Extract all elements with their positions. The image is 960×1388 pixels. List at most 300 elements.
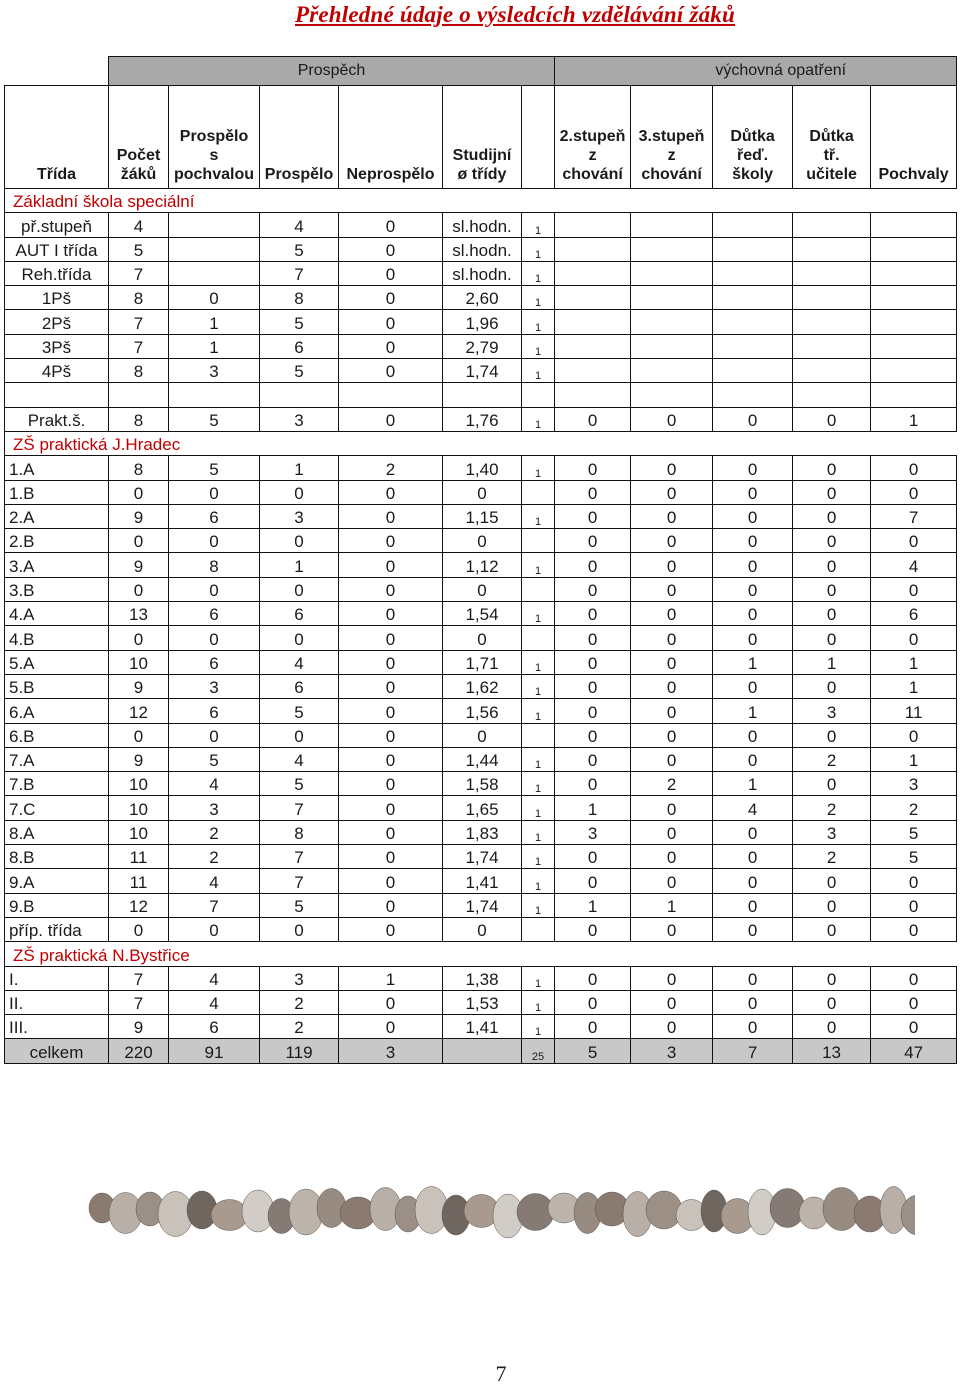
table-cell: 0 [793,456,871,480]
table-cell: 5 [260,359,339,383]
table-cell: 3 [260,966,339,990]
table-cell: 1 [522,650,555,674]
table-cell: 9 [109,504,169,528]
table-cell: 1,41 [443,869,522,893]
table-cell: 0 [793,577,871,601]
table-cell: 0 [555,577,631,601]
header-line: chování [641,166,702,183]
table-cell: 0 [631,529,713,553]
table-cell: 0 [339,796,443,820]
table-cell: 3 [169,796,260,820]
table-cell: 1 [522,359,555,383]
table-cell: 0 [631,869,713,893]
table-cell: 4 [260,213,339,237]
table-cell: 1 [522,966,555,990]
col-header-stupen3 [631,86,713,189]
table-cell: 0 [871,456,957,480]
table-row [5,456,957,480]
table-cell: 0 [631,990,713,1014]
column-header-row [5,86,957,189]
table-cell: 8 [260,820,339,844]
table-cell: 0 [555,990,631,1014]
table-cell [169,261,260,285]
table-cell: 5 [109,237,169,261]
table-row [5,213,957,237]
table-cell: 0 [871,990,957,1014]
table-cell [631,383,713,407]
table-row [5,480,957,504]
table-cell: 12 [109,893,169,917]
table-cell: sl.hodn. [443,213,522,237]
table-cell: 0 [109,529,169,553]
table-cell: 0 [339,529,443,553]
table-cell: 8 [109,456,169,480]
table-cell: 0 [793,966,871,990]
table-cell: 0 [339,990,443,1014]
table-cell [631,213,713,237]
table-row [5,504,957,528]
table-cell: 0 [631,699,713,723]
row-label: 4Pš [5,359,109,383]
table-cell [522,480,555,504]
table-cell: 0 [793,869,871,893]
table-cell [522,917,555,941]
table-cell: 0 [339,626,443,650]
table-cell: 1 [260,456,339,480]
table-row [5,261,957,285]
row-label: 1.B [5,480,109,504]
table-cell [793,383,871,407]
table-cell: 0 [260,626,339,650]
table-cell: 1 [522,407,555,431]
table-cell: 10 [109,772,169,796]
table-cell: 1 [260,553,339,577]
header-line: žáků [120,166,157,183]
table-cell: 7 [169,893,260,917]
table-cell: 4 [109,213,169,237]
table-cell: 0 [713,553,793,577]
table-cell: 0 [555,966,631,990]
table-cell: 0 [713,626,793,650]
table-cell: 1 [522,747,555,771]
table-cell: 7 [109,261,169,285]
table-cell [169,383,260,407]
header-line: 3.stupeň [638,128,705,145]
table-cell: 4 [169,869,260,893]
table-cell: 0 [631,577,713,601]
row-label: 8.B [5,845,109,869]
table-cell: 0 [713,529,793,553]
table-cell: 3 [793,820,871,844]
table-cell: 6 [260,602,339,626]
table-cell: 11 [109,845,169,869]
table-cell: 11 [871,699,957,723]
row-label: 6.A [5,699,109,723]
header-line: Prospělo [179,128,249,145]
table-cell: 0 [793,602,871,626]
table-cell [555,310,631,334]
table-cell: 0 [339,286,443,310]
table-cell: 0 [793,504,871,528]
col-header-pocet [109,86,169,189]
table-cell: 1 [522,990,555,1014]
table-cell: 5 [169,747,260,771]
table-cell: 0 [555,674,631,698]
table-cell: 0 [339,650,443,674]
table-row [5,820,957,844]
table-cell: 10 [109,650,169,674]
table-cell [713,237,793,261]
table-cell [631,359,713,383]
table-row [5,383,957,407]
header-line: učitele [806,166,857,183]
table-cell [713,383,793,407]
table-cell: 0 [793,990,871,1014]
table-cell: 0 [339,261,443,285]
table-cell: 7 [260,845,339,869]
table-cell: 0 [713,674,793,698]
table-cell [793,261,871,285]
table-cell: 3 [169,359,260,383]
header-line: pochvalou [173,166,254,183]
table-cell: 0 [793,626,871,650]
table-cell: 3 [555,820,631,844]
table-cell: 1 [871,674,957,698]
table-cell: 0 [713,820,793,844]
row-label: I. [5,966,109,990]
table-cell: 0 [793,553,871,577]
table-cell: 1,74 [443,359,522,383]
table-cell [555,286,631,310]
table-cell: 0 [793,917,871,941]
table-cell: 1 [522,772,555,796]
decorative-stones-image [85,1182,915,1242]
table-cell [871,383,957,407]
table-cell: 1 [871,407,957,431]
table-cell: 4 [169,772,260,796]
table-cell: 1,96 [443,310,522,334]
table-cell [555,359,631,383]
table-cell: 7 [109,334,169,358]
table-cell: 1 [522,213,555,237]
table-cell [871,237,957,261]
table-cell: 0 [443,529,522,553]
table-cell: 0 [631,674,713,698]
table-cell: 1 [713,772,793,796]
row-label: 9.A [5,869,109,893]
table-cell: 1 [339,966,443,990]
table-cell: 0 [109,626,169,650]
table-cell: 1,65 [443,796,522,820]
row-label: AUT I třída [5,237,109,261]
header-line: 2.stupeň [559,128,626,145]
table-cell: 0 [871,723,957,747]
header-line: Důtka [809,128,854,145]
table-cell: 6 [260,334,339,358]
row-label: 2Pš [5,310,109,334]
table-cell: 3 [793,699,871,723]
table-cell: 2 [631,772,713,796]
row-label: 5.B [5,674,109,698]
col-header-prospelo: Prospělo [260,86,339,189]
table-cell: 7 [260,261,339,285]
table-cell [522,626,555,650]
table-cell: 0 [871,893,957,917]
table-cell: 4 [871,553,957,577]
table-cell: 2 [169,820,260,844]
table-cell: 7 [260,869,339,893]
group-header-prospech: Prospěch [109,57,555,86]
table-cell: 0 [260,529,339,553]
table-cell: 1 [522,699,555,723]
table-cell: 1 [555,796,631,820]
table-cell: 0 [555,626,631,650]
group-header-row [5,57,957,86]
table-cell: 0 [169,723,260,747]
table-cell: 11 [109,869,169,893]
table-cell: 0 [713,869,793,893]
group-header-empty [5,57,109,86]
table-cell: 0 [713,480,793,504]
table-cell: 0 [871,917,957,941]
table-cell: 1,71 [443,650,522,674]
table-cell [555,383,631,407]
table-cell [169,213,260,237]
table-cell: 0 [339,334,443,358]
section-title: ZŠ praktická N.Bystřice [5,942,957,966]
row-label: Reh.třída [5,261,109,285]
row-label: II. [5,990,109,1014]
table-cell: 0 [443,480,522,504]
table-cell [793,237,871,261]
table-cell: 1,44 [443,747,522,771]
table-cell: 0 [713,723,793,747]
table-row [5,893,957,917]
header-line: Studijní [452,147,512,164]
table-cell: 0 [555,869,631,893]
table-cell: 0 [555,845,631,869]
table-cell: 0 [169,577,260,601]
table-row [5,845,957,869]
table-cell: 1 [631,893,713,917]
table-row [5,359,957,383]
table-cell: 5 [260,699,339,723]
table-row [5,990,957,1014]
table-cell: 0 [339,237,443,261]
table-cell: 10 [109,796,169,820]
row-label: 8.A [5,820,109,844]
table-cell: 1,74 [443,845,522,869]
table-cell: 3 [871,772,957,796]
table-cell: 25 [522,1039,555,1063]
table-cell: 1 [522,869,555,893]
table-cell: 1 [522,674,555,698]
row-label: 6.B [5,723,109,747]
col-header-stupen2 [555,86,631,189]
table-cell: 6 [871,602,957,626]
table-cell: 0 [339,869,443,893]
table-cell: 0 [713,917,793,941]
table-cell [713,359,793,383]
table-cell: 0 [109,917,169,941]
table-cell: 6 [169,699,260,723]
table-row [5,407,957,431]
table-row [5,334,957,358]
table-cell [522,577,555,601]
table-cell: 5 [260,237,339,261]
table-cell: 5 [260,772,339,796]
table-cell: 0 [339,310,443,334]
col-header-neprospelo: Neprospělo [339,86,443,189]
table-cell: 0 [793,772,871,796]
table-cell: 0 [631,747,713,771]
table-cell: 0 [339,820,443,844]
table-cell: 4 [713,796,793,820]
table-cell: 0 [339,553,443,577]
table-cell: 0 [555,529,631,553]
table-cell: sl.hodn. [443,261,522,285]
table-cell: 0 [713,577,793,601]
table-row [5,966,957,990]
table-cell: 3 [260,407,339,431]
table-cell [522,723,555,747]
table-cell: 3 [631,1039,713,1063]
table-row [5,796,957,820]
table-cell [339,383,443,407]
table-row [5,553,957,577]
results-table-wrapper [4,56,956,1064]
table-cell: 0 [339,747,443,771]
table-cell: 0 [631,845,713,869]
header-line: řeď. [737,147,769,164]
table-cell: 1 [522,602,555,626]
table-cell: 2 [793,747,871,771]
table-cell: 1,74 [443,893,522,917]
table-cell: 2 [260,1015,339,1039]
table-cell [555,237,631,261]
table-cell: 1 [522,237,555,261]
table-cell: 0 [339,674,443,698]
table-cell: 7 [109,310,169,334]
table-cell: 1 [713,699,793,723]
table-cell: 0 [555,747,631,771]
table-cell: 0 [555,917,631,941]
table-cell: 1,15 [443,504,522,528]
table-cell: 0 [713,456,793,480]
table-cell: 1 [871,747,957,771]
table-cell: 4 [260,650,339,674]
section-title: ZŠ praktická J.Hradec [5,431,957,455]
table-cell: 1,83 [443,820,522,844]
table-cell: 0 [339,577,443,601]
row-label: 3.B [5,577,109,601]
table-cell: 6 [169,650,260,674]
table-row [5,650,957,674]
table-cell: 0 [631,820,713,844]
table-cell: 0 [555,480,631,504]
table-row [5,723,957,747]
table-cell: 6 [169,602,260,626]
table-cell: 0 [713,504,793,528]
table-cell [793,310,871,334]
table-cell: 1 [169,310,260,334]
col-header-dutka-reditele [713,86,793,189]
table-cell: 9 [109,1015,169,1039]
table-cell [522,529,555,553]
table-cell: 10 [109,820,169,844]
table-row [5,699,957,723]
row-label: 4.B [5,626,109,650]
table-cell: 8 [109,286,169,310]
table-cell: 0 [555,553,631,577]
table-cell: 0 [169,626,260,650]
table-cell: 0 [631,650,713,674]
row-label: Prakt.š. [5,407,109,431]
table-cell: 3 [339,1039,443,1063]
table-cell: 1,58 [443,772,522,796]
row-label: 2.B [5,529,109,553]
table-cell: 0 [555,699,631,723]
header-line: ø třídy [457,166,507,183]
table-cell [793,334,871,358]
table-cell: 2,60 [443,286,522,310]
header-line: s [209,147,219,164]
table-cell: 0 [631,1015,713,1039]
table-cell: 0 [555,650,631,674]
table-cell: 0 [339,893,443,917]
table-cell: 0 [339,407,443,431]
table-cell: 0 [631,626,713,650]
table-cell: 1 [522,845,555,869]
table-cell: 0 [713,602,793,626]
table-cell: 1 [522,286,555,310]
table-cell: 8 [109,359,169,383]
table-cell: 5 [871,845,957,869]
table-cell: 1 [522,334,555,358]
header-line: Důtka [730,128,775,145]
table-cell: 0 [631,723,713,747]
table-cell: 0 [631,602,713,626]
table-cell: 6 [260,674,339,698]
table-cell: 5 [260,310,339,334]
section-header-row [5,942,957,966]
row-label: 7.A [5,747,109,771]
table-row [5,577,957,601]
table-cell: 0 [339,1015,443,1039]
table-cell [522,383,555,407]
table-cell: 0 [339,480,443,504]
table-cell: 0 [109,577,169,601]
table-cell [443,383,522,407]
table-cell [713,334,793,358]
table-cell: 3 [260,504,339,528]
table-cell [109,383,169,407]
row-label: III. [5,1015,109,1039]
row-label: 2.A [5,504,109,528]
table-cell: 0 [260,480,339,504]
table-cell: 5 [260,893,339,917]
table-cell [631,334,713,358]
table-cell: 2 [339,456,443,480]
table-cell [555,261,631,285]
row-label: 1Pš [5,286,109,310]
table-cell: 0 [339,845,443,869]
table-cell: 1 [871,650,957,674]
table-cell: 7 [871,504,957,528]
table-cell: 7 [713,1039,793,1063]
table-cell: sl.hodn. [443,237,522,261]
total-row [5,1039,957,1063]
